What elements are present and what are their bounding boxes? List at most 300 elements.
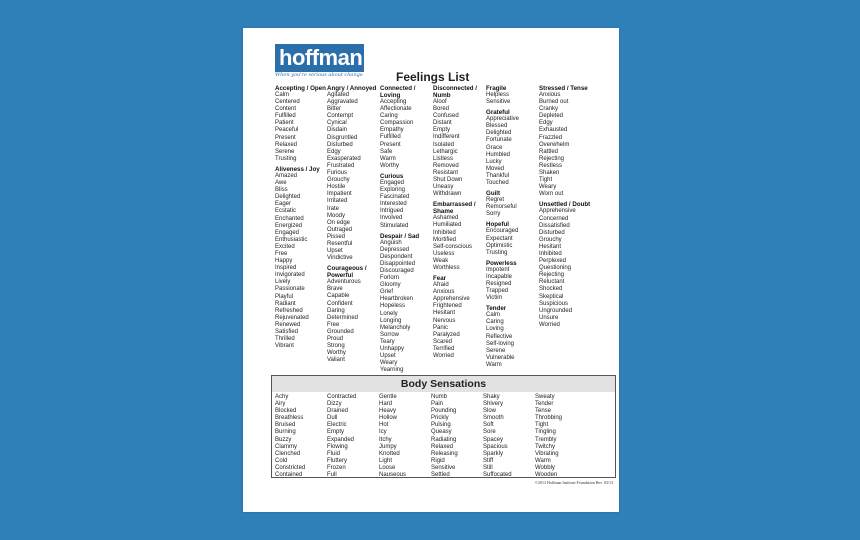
feelings-column (433, 85, 485, 360)
feeling-word: Compassion (380, 120, 414, 127)
feeling-word: Outraged (327, 226, 353, 233)
sensation-word: Spacious (483, 443, 508, 450)
sensation-word: Clenched (275, 450, 301, 457)
sensation-word: Radiating (431, 436, 457, 443)
feeling-word: Affectionate (380, 106, 412, 113)
feeling-word: Bored (433, 106, 450, 113)
feeling-word: Trusting (486, 249, 508, 256)
feeling-word: Fulfilled (380, 134, 401, 141)
feeling-word: Lucky (486, 158, 502, 165)
feeling-word: Renewed (275, 321, 301, 328)
category-heading: Disconnected / Numb (433, 85, 478, 99)
sensation-word: Prickly (431, 415, 449, 422)
sensation-word: Rigid (431, 457, 445, 464)
feeling-word: Afraid (433, 282, 449, 289)
sensation-word: Dizzy (327, 401, 342, 408)
sensation-word: Buzzy (275, 436, 292, 443)
sensation-word: Icy (379, 429, 387, 436)
feeling-word: Patient (275, 120, 294, 127)
sensation-column (483, 394, 533, 479)
feeling-word: Irritated (327, 198, 348, 205)
feeling-word: Scared (433, 338, 453, 345)
page-title: Feelings List (396, 70, 470, 84)
feelings-list-document (243, 28, 619, 512)
sensation-word: Frozen (327, 464, 346, 471)
sensation-word: Hot (379, 422, 389, 429)
category-heading: Guilt (486, 190, 501, 198)
feeling-word: Despondent (380, 253, 413, 260)
feeling-word: Thrilled (275, 336, 295, 343)
feeling-word: Tight (539, 177, 553, 184)
feeling-word: Relaxed (275, 141, 298, 148)
body-sensations-box (271, 375, 616, 478)
feeling-word: Delighted (275, 194, 301, 201)
sensation-word: Expanded (327, 436, 355, 443)
feeling-word: Radiant (275, 300, 296, 307)
feeling-word: Melancholy (380, 324, 411, 331)
feeling-word: Involved (380, 215, 403, 222)
feeling-word: Confused (433, 113, 459, 120)
feeling-word: Discouraged (380, 267, 414, 274)
sensation-word: Tingling (535, 429, 556, 436)
feeling-word: Fascinated (380, 194, 410, 201)
sensation-word: Airy (275, 401, 286, 408)
sensation-word: Cold (275, 457, 288, 464)
feeling-word: Bitter (327, 106, 342, 113)
feeling-word: Serene (486, 347, 506, 354)
feeling-word: Vulnerable (486, 354, 515, 361)
sensation-word: Releasing (431, 450, 458, 457)
sensation-word: Itchy (379, 436, 392, 443)
feeling-word: Aloof (433, 99, 447, 105)
feeling-word: Present (380, 141, 401, 148)
category-heading: Embarrassed / Shame (433, 201, 476, 216)
feeling-word: Awe (275, 180, 287, 187)
sensation-word: Bruised (275, 422, 296, 429)
sensation-word: Queasy (431, 429, 452, 436)
sensation-word: Nauseous (379, 472, 407, 479)
feeling-word: Content (275, 106, 297, 113)
feelings-column (380, 85, 432, 374)
feeling-word: Rejuvenated (275, 314, 309, 321)
feeling-word: Warm (486, 361, 502, 368)
category-heading: Powerless (486, 259, 517, 267)
feeling-word: Humiliated (433, 222, 462, 229)
feeling-word: Passionate (275, 286, 305, 293)
category-heading: Curious (380, 172, 404, 180)
category-heading: Angry / Annoyed (327, 85, 377, 92)
feeling-word: Remorseful (486, 204, 517, 211)
feeling-word: Ashamed (433, 215, 459, 222)
feeling-word: Frightened (433, 303, 462, 310)
category-heading: Grateful (486, 109, 510, 117)
feeling-word: Rejecting (539, 155, 565, 162)
category-heading: Stressed / Tense (539, 85, 588, 92)
feeling-word: Agitated (327, 92, 350, 98)
sensation-word: Hollow (379, 415, 398, 422)
sensation-word: Sensitive (431, 464, 456, 471)
feeling-word: Enchanted (275, 215, 304, 222)
feeling-word: Skeptical (539, 293, 564, 300)
sensation-word: Warm (535, 457, 551, 464)
feeling-word: Ungrounded (539, 307, 573, 314)
feeling-word: Exhausted (539, 127, 568, 134)
logo-tagline: When you're serious about change (275, 72, 363, 78)
feeling-word: Resistant (433, 169, 459, 176)
feeling-word: Mortified (433, 236, 457, 243)
feeling-word: Perplexed (539, 258, 567, 265)
feeling-word: Teary (380, 338, 395, 345)
feeling-word: Regret (486, 197, 505, 204)
feeling-word: Energized (275, 222, 303, 229)
feeling-word: Confident (327, 300, 353, 307)
feeling-word: Amazed (275, 172, 298, 179)
sensation-word: Twitchy (535, 443, 556, 450)
sensation-column (275, 394, 325, 479)
sensation-word: Sparkly (483, 450, 504, 457)
feeling-word: Helpless (486, 92, 510, 98)
feeling-word: Apprehensive (539, 208, 576, 215)
feeling-word: Eager (275, 201, 292, 208)
feeling-word: Grouchy (539, 236, 562, 243)
category-heading: Aliveness / Joy (275, 165, 320, 173)
feeling-word: Proud (327, 336, 344, 342)
feeling-word: Hopeless (380, 303, 406, 310)
feeling-word: Disdain (327, 127, 348, 134)
feeling-word: Grace (486, 144, 503, 151)
feeling-word: Blessed (486, 123, 508, 130)
feeling-word: Burned out (539, 99, 569, 106)
feeling-word: Loving (486, 326, 504, 333)
feeling-word: Exploring (380, 187, 406, 194)
feeling-word: Overwhelm (539, 141, 570, 148)
feeling-word: Distant (433, 120, 452, 127)
feeling-word: Valiant (327, 357, 345, 364)
feeling-word: Worried (433, 353, 454, 359)
feeling-word: Delighted (486, 130, 512, 137)
sensation-word: Drained (327, 408, 349, 415)
feeling-word: Satisfied (275, 329, 299, 335)
category-heading: Despair / Sad (380, 232, 420, 240)
feelings-column (275, 85, 327, 350)
feelings-column (539, 85, 591, 329)
feeling-word: Expectant (486, 235, 513, 242)
sensation-word: Electric (327, 422, 347, 429)
feeling-word: Caring (380, 113, 398, 120)
feeling-word: Trapped (486, 288, 509, 295)
feeling-word: Weary (539, 184, 557, 191)
feeling-word: Unsure (539, 314, 559, 321)
feeling-word: Present (275, 134, 296, 141)
feeling-word: Resigned (486, 280, 512, 287)
sensation-word: Soft (483, 422, 494, 429)
feeling-word: Disgruntled (327, 134, 358, 141)
feeling-word: Brave (327, 286, 343, 293)
feeling-word: Stimulated (380, 222, 409, 229)
feeling-word: Forlorn (380, 275, 400, 282)
feeling-word: Enthusiastic (275, 236, 308, 243)
feeling-word: Shut Down (433, 177, 463, 184)
feeling-word: Centered (275, 99, 300, 106)
sensation-word: Throbbing (535, 415, 563, 422)
feeling-word: Edgy (327, 148, 341, 155)
feeling-word: Thankful (486, 172, 510, 179)
feeling-word: Trusting (275, 155, 297, 162)
feeling-word: Self-conscious (433, 243, 473, 250)
sensation-word: Smooth (483, 415, 504, 422)
sensation-word: Settled (431, 472, 450, 479)
feeling-word: Frustrated (327, 162, 355, 169)
feeling-word: Gloomy (380, 282, 401, 289)
sensation-word: Tender (535, 401, 554, 408)
sensation-word: Heavy (379, 408, 397, 415)
feeling-word: Reflective (486, 333, 513, 340)
sensation-word: Dull (327, 415, 338, 422)
feeling-word: Hostile (327, 184, 346, 191)
sensation-word: Sore (483, 429, 496, 436)
feeling-word: Self-loving (486, 340, 515, 347)
feeling-word: Cranky (539, 106, 559, 113)
sensation-column (327, 394, 377, 479)
feeling-word: Contempt (327, 113, 354, 120)
feeling-word: Questioning (539, 265, 572, 272)
sensation-word: Pain (431, 401, 444, 408)
sensation-word: Sweaty (535, 394, 555, 400)
feeling-word: Empty (433, 127, 451, 134)
sensation-word: Vibrating (535, 450, 559, 457)
sensation-word: Relaxed (431, 443, 454, 450)
feeling-word: Calm (275, 92, 290, 98)
feeling-word: Shaken (539, 170, 560, 177)
feeling-word: Listless (433, 155, 454, 162)
feeling-word: Sensitive (486, 99, 511, 106)
feeling-word: Depressed (380, 246, 410, 253)
sensation-word: Gentle (379, 394, 397, 400)
sensation-word: Knotted (379, 450, 400, 457)
feeling-word: Weak (433, 257, 449, 264)
feeling-word: Empathy (380, 127, 404, 134)
feeling-word: Inspired (275, 265, 297, 272)
feeling-word: Appreciative (486, 116, 520, 123)
sensation-word: Contracted (327, 394, 357, 400)
feeling-word: Worthless (433, 264, 460, 271)
feeling-word: Interested (380, 201, 407, 208)
category-heading: Courageous / Powerful (327, 265, 367, 280)
feeling-word: Grouchy (327, 177, 350, 184)
feeling-word: Accepting (380, 99, 407, 105)
sensation-word: Pounding (431, 408, 457, 415)
feeling-word: Safe (380, 148, 393, 155)
feeling-word: Playful (275, 293, 294, 300)
feeling-word: Free (327, 321, 340, 328)
feeling-word: Upset (327, 248, 343, 255)
feeling-word: Rejecting (539, 272, 565, 279)
feeling-word: Useless (433, 250, 455, 257)
sensation-word: Contained (275, 472, 303, 479)
feeling-word: Anxious (539, 92, 561, 98)
feeling-word: Disappointed (380, 260, 416, 267)
feeling-word: Resentful (327, 240, 353, 247)
sensation-word: Flowing (327, 443, 348, 450)
sensation-word: Full (327, 472, 337, 479)
feeling-word: Dissatisfied (539, 222, 570, 229)
feeling-word: Anguish (380, 239, 402, 246)
feeling-word: Indifferent (433, 134, 460, 141)
feeling-word: Grounded (327, 328, 354, 335)
feeling-word: Free (275, 250, 288, 257)
feeling-word: On edge (327, 219, 351, 226)
feeling-word: Caring (486, 319, 504, 326)
sensation-word: Shivery (483, 401, 504, 408)
category-heading: Connected / Loving (380, 85, 416, 99)
feeling-word: Edgy (539, 120, 553, 127)
feeling-word: Terrified (433, 345, 455, 352)
feeling-word: Warm (380, 155, 396, 162)
feeling-word: Concerned (539, 215, 569, 222)
feeling-word: Aggravated (327, 99, 358, 106)
sensation-word: Loose (379, 464, 396, 471)
feeling-word: Lethargic (433, 148, 458, 155)
sensation-word: Still (483, 464, 493, 471)
feeling-word: Fortunate (486, 137, 512, 144)
sensation-word: Empty (327, 429, 345, 436)
feeling-word: Excited (275, 243, 295, 250)
sensation-column (379, 394, 429, 479)
feeling-word: Furious (327, 170, 348, 177)
sensation-word: Tense (535, 408, 552, 415)
feeling-word: Suspicious (539, 300, 569, 307)
feeling-word: Grief (380, 289, 394, 296)
feeling-word: Lonely (380, 310, 398, 317)
feeling-word: Optimistic (486, 242, 513, 249)
feeling-word: Worn out (539, 191, 564, 198)
feeling-word: Bliss (275, 187, 288, 194)
sensation-word: Burning (275, 429, 296, 436)
sensation-column (431, 394, 481, 479)
feeling-word: Refreshed (275, 307, 303, 314)
sensation-word: Wobbly (535, 464, 555, 471)
feeling-word: Yearning (380, 367, 404, 374)
feeling-word: Removed (433, 162, 459, 169)
feeling-word: Fulfilled (275, 113, 296, 120)
feeling-word: Lively (275, 279, 291, 286)
feeling-word: Worthy (380, 162, 399, 169)
feeling-word: Touched (486, 180, 509, 187)
feeling-word: Impotent (486, 266, 510, 273)
feeling-word: Worried (539, 321, 560, 328)
feeling-word: Determined (327, 314, 359, 321)
feeling-word: Paralyzed (433, 331, 460, 338)
feeling-word: Heartbroken (380, 296, 414, 303)
feeling-word: Engaged (275, 229, 300, 236)
feeling-word: Capable (327, 293, 350, 300)
feeling-word: Calm (486, 312, 501, 319)
sensation-word: Shaky (483, 394, 500, 400)
sensation-word: Constricted (275, 464, 306, 471)
sensation-word: Tight (535, 422, 549, 429)
feeling-word: Reluctant (539, 279, 565, 286)
sensation-word: Trembly (535, 436, 557, 443)
feeling-word: Encouraged (486, 228, 519, 235)
feeling-word: Sorrow (380, 331, 400, 338)
sensation-word: Light (379, 457, 393, 464)
logo-wordmark: hoffman (275, 44, 364, 72)
sensation-word: Pulsing (431, 422, 451, 429)
sensation-word: Stiff (483, 457, 494, 464)
feelings-column (486, 85, 538, 369)
feeling-word: Uneasy (433, 184, 454, 191)
feeling-word: Humbled (486, 151, 511, 158)
feeling-word: Daring (327, 307, 345, 314)
feeling-word: Depleted (539, 113, 564, 120)
feeling-word: Disturbed (539, 229, 565, 236)
feeling-word: Impatient (327, 191, 352, 198)
feeling-word: Strong (327, 343, 345, 350)
feeling-word: Isolated (433, 141, 455, 148)
feeling-word: Sorry (486, 211, 501, 218)
sensation-word: Slow (483, 408, 497, 415)
feelings-column (327, 85, 379, 364)
feeling-word: Inhibited (433, 229, 456, 236)
feeling-word: Frazzled (539, 134, 563, 141)
feeling-word: Engaged (380, 179, 405, 186)
category-heading: Unsettled / Doubt (539, 201, 591, 209)
feeling-word: Pissed (327, 233, 346, 240)
feeling-word: Upset (380, 353, 396, 360)
feeling-word: Exasperated (327, 155, 361, 162)
sensation-word: Achy (275, 394, 289, 400)
feeling-word: Anxious (433, 289, 455, 296)
feeling-word: Restless (539, 162, 563, 169)
sensation-word: Wooden (535, 472, 558, 479)
category-heading: Tender (486, 305, 507, 313)
sensation-word: Fluttery (327, 457, 348, 464)
feeling-word: Intrigued (380, 208, 404, 215)
sensation-word: Breathless (275, 415, 304, 422)
feeling-word: Serene (275, 148, 295, 155)
sensation-word: Jumpy (379, 443, 397, 450)
feeling-word: Panic (433, 324, 449, 331)
feeling-word: Invigorated (275, 272, 305, 279)
sensation-word: Numb (431, 394, 448, 400)
feeling-word: Inhibited (539, 250, 562, 257)
sensation-word: Blocked (275, 408, 297, 415)
sensation-word: Hard (379, 401, 393, 408)
feeling-word: Withdrawn (433, 191, 462, 198)
hoffman-logo (275, 44, 364, 80)
feeling-word: Unhappy (380, 346, 405, 352)
feeling-word: Weary (380, 360, 398, 367)
sensation-column (535, 394, 585, 479)
feeling-word: Vibrant (275, 343, 294, 350)
feeling-word: Shocked (539, 286, 563, 293)
sensation-word: Spacey (483, 436, 504, 443)
feeling-word: Cynical (327, 120, 347, 127)
feeling-word: Peaceful (275, 127, 299, 134)
category-heading: Accepting / Open (275, 85, 326, 92)
feeling-word: Incapable (486, 273, 513, 280)
body-sensations-title: Body Sensations (272, 376, 615, 392)
feeling-word: Disturbed (327, 141, 353, 148)
category-heading: Fragile (486, 85, 507, 92)
feeling-word: Ecstatic (275, 208, 297, 215)
sensation-word: Fluid (327, 450, 341, 457)
feeling-word: Vindictive (327, 255, 353, 262)
feeling-word: Moody (327, 212, 346, 219)
category-heading: Hopeful (486, 221, 510, 229)
sensation-word: Clammy (275, 443, 297, 450)
category-heading: Fear (433, 275, 447, 283)
